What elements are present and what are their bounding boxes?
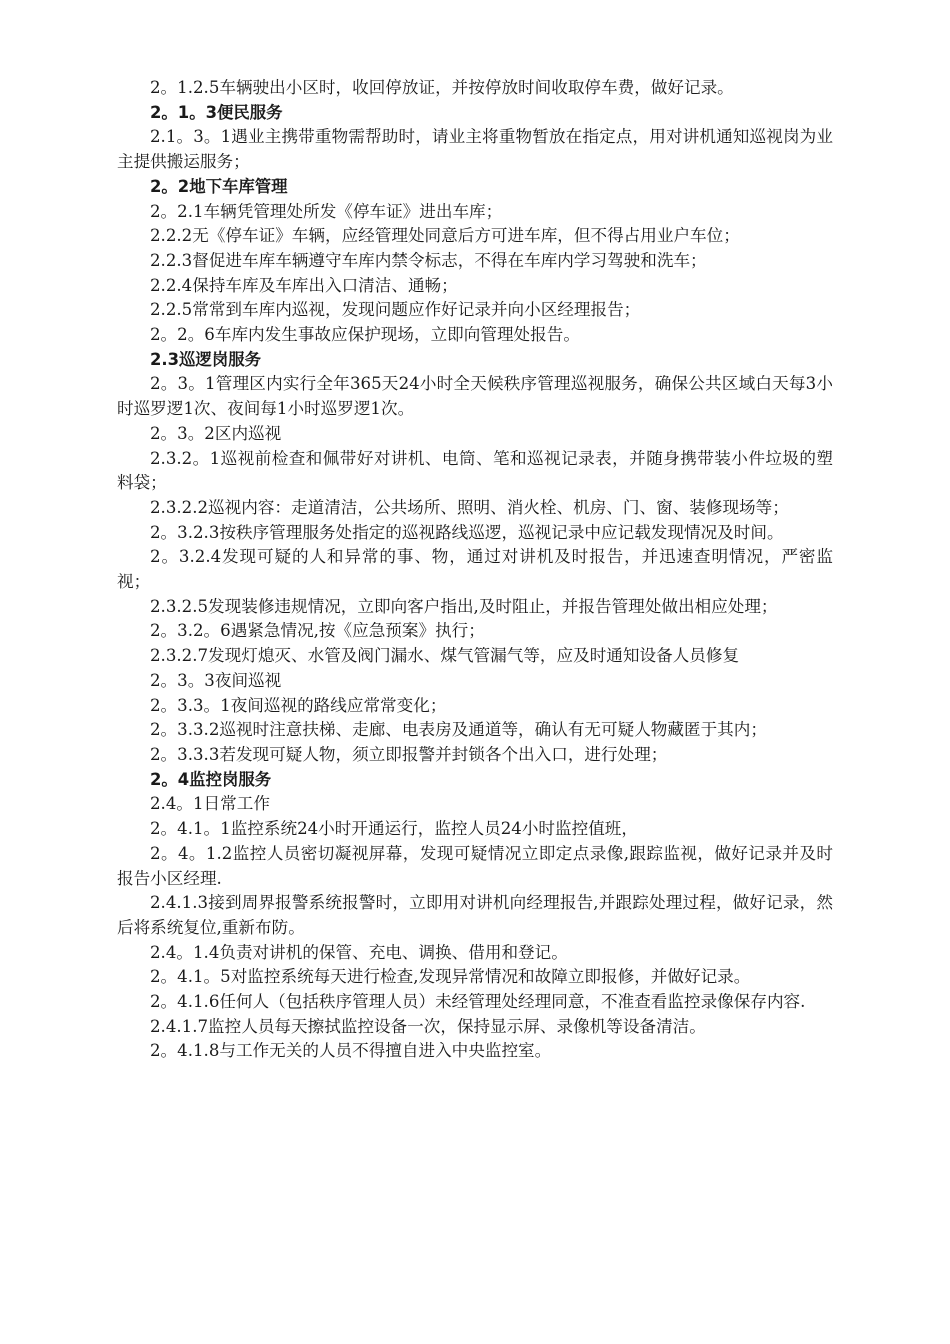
paragraph-2-4-1-6: 2。4.1.6任何人（包括秩序管理人员）未经管理处经理同意，不准查看监控录像保存内容.	[150, 992, 806, 1012]
paragraph-2-1-2-5: 2。1.2.5车辆驶出小区时，收回停放证，并按停放时间收取停车费，做好记录。	[150, 78, 734, 97]
document-body	[117, 76, 833, 1064]
paragraph-2-4-1-5: 2。4.1。5对监控系统每天进行检查,发现异常情况和故障立即报修，并做好记录。	[150, 967, 751, 987]
paragraph-2-2-5: 2.2.5常常到车库内巡视，发现问题应作好记录并向小区经理报告；	[150, 300, 641, 320]
paragraph-2-4-1-7: 2.4.1.7监控人员每天擦拭监控设备一次，保持显示屏、录像机等设备清洁。	[150, 1016, 706, 1036]
paragraph-2-4-1-1: 2。4.1。1监控系统24小时开通运行，监控人员24小时监控值班，	[150, 819, 638, 839]
paragraph-2-2-1: 2。2.1车辆凭管理处所发《停车证》进出车库；	[150, 201, 503, 221]
paragraph-2-3-2-1: 2.3.2。1巡视前检查和佩带好对讲机、电筒、笔和巡视记录表，并随身携带装小件垃圾的塑料袋；	[117, 448, 833, 493]
paragraph-2-3-2-7: 2.3.2.7发现灯熄灭、水管及阀门漏水、煤气管漏气等，应及时通知设备人员修复	[150, 646, 740, 666]
paragraph-2-2-4: 2.2.4保持车库及车库出入口清洁、通畅；	[150, 275, 458, 295]
paragraph-2-4-1-4: 2.4。1.4负责对讲机的保管、充电、调换、借用和登记。	[150, 942, 568, 962]
heading-2-3: 2.3巡逻岗服务	[150, 349, 261, 369]
paragraph-2-4-1: 2.4。1日常工作	[150, 794, 270, 814]
paragraph-2-1-3-1: 2.1。3。1遇业主携带重物需帮助时，请业主将重物暂放在指定点，用对讲机通知巡视岗为业主提供搬运服务；	[117, 127, 833, 172]
paragraph-2-4-1-2: 2。4。1.2监控人员密切凝视屏幕，发现可疑情况立即定点录像,跟踪监视，做好记录并及时报告小区经理.	[117, 843, 833, 888]
paragraph-2-3-2: 2。3。2区内巡视	[150, 423, 282, 443]
paragraph-2-3-2-5: 2.3.2.5发现装修违规情况，立即向客户指出,及时阻止，并报告管理处做出相应处理；	[150, 596, 778, 616]
heading-2-4: 2。4监控岗服务	[150, 769, 272, 789]
paragraph-2-3-2-2: 2.3.2.2巡视内容：走道清洁，公共场所、照明、消火栓、机房、门、窗、装修现场等；	[150, 497, 789, 517]
paragraph-2-2-2: 2.2.2无《停车证》车辆，应经管理处同意后方可进车库，但不得占用业户车位；	[150, 226, 740, 246]
paragraph-2-2-6: 2。2。6车库内发生事故应保护现场，立即向管理处报告。	[150, 325, 580, 345]
paragraph-2-4-1-8: 2。4.1.8与工作无关的人员不得擅自进入中央监控室。	[150, 1041, 552, 1061]
paragraph-2-3-3-1: 2。3.3。1夜间巡视的路线应常常变化；	[150, 695, 447, 715]
paragraph-2-3-2-3: 2。3.2.3按秩序管理服务处指定的巡视路线巡逻，巡视记录中应记载发现情况及时间。	[150, 522, 784, 542]
paragraph-2-4-1-3: 2.4.1.3接到周界报警系统报警时，立即用对讲机向经理报告,并跟踪处理过程，做好记录，然后将系统复位,重新布防。	[117, 893, 833, 937]
heading-2-2: 2。2地下车库管理	[150, 176, 288, 196]
paragraph-2-3-3-2: 2。3.3.2巡视时注意扶梯、走廊、电表房及通道等，确认有无可疑人物藏匿于其内；	[150, 720, 767, 740]
paragraph-2-3-2-6: 2。3.2。6遇紧急情况,按《应急预案》执行；	[150, 621, 485, 641]
heading-2-1-3: 2。1。3便民服务	[150, 102, 283, 122]
paragraph-2-2-3: 2.2.3督促进车库车辆遵守车库内禁令标志，不得在车库内学习驾驶和洗车；	[150, 250, 707, 270]
paragraph-2-3-3: 2。3。3夜间巡视	[150, 670, 282, 690]
paragraph-2-3-3-3: 2。3.3.3若发现可疑人物，须立即报警并封锁各个出入口，进行处理；	[150, 744, 668, 764]
paragraph-2-3-2-4: 2。3.2.4发现可疑的人和异常的事、物，通过对讲机及时报告，并迅速查明情况，严密监视；	[117, 547, 833, 592]
paragraph-2-3-1: 2。3。1管理区内实行全年365天24小时全天候秩序管理巡视服务，确保公共区域白天每3小时巡罗逻1次、夜间每1小时巡罗逻1次。	[117, 374, 833, 419]
